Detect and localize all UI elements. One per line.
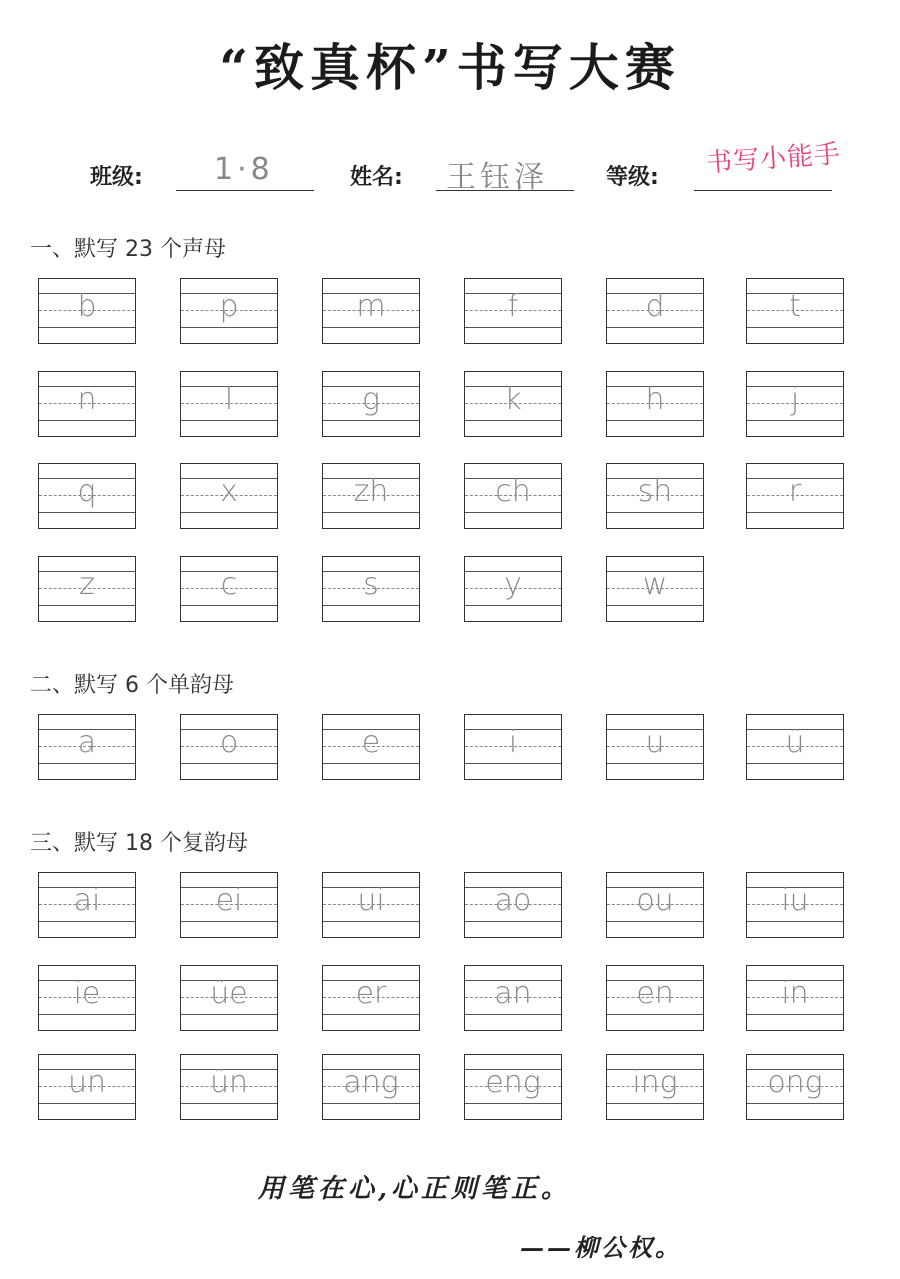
pinyin-letter: ün <box>209 1065 249 1100</box>
pinyin-letter: b <box>77 289 97 324</box>
writing-box <box>746 278 844 344</box>
pinyin-letter: t <box>789 289 801 324</box>
writing-box <box>38 463 136 529</box>
writing-box <box>464 371 562 437</box>
guide-line <box>181 327 277 328</box>
pinyin-letter: eng <box>485 1065 541 1100</box>
pinyin-letter: r <box>788 474 802 509</box>
guide-line <box>747 512 843 513</box>
pinyin-letter: er <box>355 976 387 1011</box>
guide-line <box>607 763 703 764</box>
guide-line <box>39 1103 135 1104</box>
guide-line <box>747 1014 843 1015</box>
guide-line <box>747 763 843 764</box>
writing-box <box>606 463 704 529</box>
name-label: 姓名: <box>350 165 403 190</box>
pinyin-letter: o <box>219 725 239 760</box>
pinyin-letter: ao <box>494 883 532 918</box>
pinyin-letter: f <box>507 289 519 324</box>
pinyin-letter: c <box>220 567 238 602</box>
class-label: 班级: <box>90 165 143 190</box>
writing-box <box>746 371 844 437</box>
writing-box <box>464 872 562 938</box>
writing-box <box>322 1054 420 1120</box>
writing-box <box>38 556 136 622</box>
guide-line <box>465 1103 561 1104</box>
guide-line <box>323 1014 419 1015</box>
writing-box <box>464 556 562 622</box>
section-3-heading: 三、默写 18 个复韵母 <box>30 831 248 856</box>
writing-box <box>38 371 136 437</box>
writing-box <box>746 463 844 529</box>
writing-box <box>746 872 844 938</box>
pinyin-letter: k <box>504 382 522 417</box>
writing-box <box>180 371 278 437</box>
pinyin-letter: d <box>645 289 665 324</box>
guide-line <box>39 921 135 922</box>
pinyin-letter: ong <box>767 1065 823 1100</box>
pinyin-letter: s <box>363 567 379 602</box>
pinyin-letter: x <box>220 474 238 509</box>
guide-line <box>323 327 419 328</box>
writing-box <box>746 965 844 1031</box>
guide-line <box>39 763 135 764</box>
pinyin-letter: m <box>356 289 386 324</box>
pinyin-letter: ie <box>73 976 101 1011</box>
writing-box <box>38 714 136 780</box>
writing-box <box>746 1054 844 1120</box>
guide-line <box>607 921 703 922</box>
pinyin-letter: u <box>645 725 665 760</box>
pinyin-letter: i <box>508 725 518 760</box>
writing-box <box>180 278 278 344</box>
guide-line <box>181 605 277 606</box>
pinyin-letter: q <box>77 474 97 509</box>
grade-line <box>694 190 832 191</box>
guide-line <box>39 420 135 421</box>
pinyin-letter: w <box>642 567 668 602</box>
pinyin-letter: en <box>636 976 674 1011</box>
guide-line <box>465 605 561 606</box>
writing-box <box>606 714 704 780</box>
writing-box <box>322 556 420 622</box>
pinyin-letter: ui <box>357 883 385 918</box>
writing-box <box>464 278 562 344</box>
pinyin-letter: e <box>361 725 381 760</box>
guide-line <box>465 763 561 764</box>
guide-line <box>323 763 419 764</box>
name-value: 王钰泽 <box>446 160 548 195</box>
guide-line <box>323 512 419 513</box>
guide-line <box>181 420 277 421</box>
pinyin-letter: l <box>224 382 234 417</box>
writing-box <box>322 278 420 344</box>
guide-line <box>607 605 703 606</box>
writing-box <box>606 965 704 1031</box>
guide-line <box>181 512 277 513</box>
writing-box <box>322 463 420 529</box>
writing-box <box>38 1054 136 1120</box>
section-1-heading: 一、默写 23 个声母 <box>30 237 226 262</box>
writing-box <box>180 714 278 780</box>
guide-line <box>465 420 561 421</box>
guide-line <box>607 1103 703 1104</box>
pinyin-letter: üe <box>210 976 248 1011</box>
pinyin-letter: h <box>645 382 665 417</box>
writing-box <box>606 556 704 622</box>
guide-line <box>181 1014 277 1015</box>
section-2-heading: 二、默写 6 个单韵母 <box>30 673 234 698</box>
guide-line <box>323 921 419 922</box>
pinyin-letter: p <box>219 289 239 324</box>
writing-box <box>746 714 844 780</box>
writing-box <box>606 1054 704 1120</box>
pinyin-letter: a <box>77 725 97 760</box>
pinyin-letter: j <box>790 382 800 417</box>
writing-box <box>464 1054 562 1120</box>
pinyin-letter: ou <box>636 883 674 918</box>
pinyin-letter: ai <box>73 883 101 918</box>
pinyin-letter: ang <box>343 1065 399 1100</box>
contest-title: “致真杯”书写大赛 <box>219 38 681 97</box>
guide-line <box>747 921 843 922</box>
writing-box <box>322 371 420 437</box>
quote-author: ——柳公权。 <box>520 1233 682 1262</box>
writing-box <box>180 872 278 938</box>
guide-line <box>747 1103 843 1104</box>
guide-line <box>181 1103 277 1104</box>
guide-line <box>181 763 277 764</box>
writing-box <box>180 463 278 529</box>
writing-box <box>322 714 420 780</box>
guide-line <box>323 605 419 606</box>
guide-line <box>465 1014 561 1015</box>
guide-line <box>607 1014 703 1015</box>
pinyin-letter: ing <box>632 1065 678 1100</box>
writing-box <box>606 278 704 344</box>
writing-box <box>322 872 420 938</box>
class-line <box>176 190 314 191</box>
writing-box <box>180 1054 278 1120</box>
writing-box <box>606 872 704 938</box>
writing-box <box>464 965 562 1031</box>
pinyin-letter: ü <box>785 725 805 760</box>
writing-box <box>38 965 136 1031</box>
pinyin-letter: g <box>361 382 380 417</box>
pinyin-letter: sh <box>637 474 673 509</box>
quote: 用笔在心,心正则笔正。 <box>258 1174 572 1204</box>
guide-line <box>465 921 561 922</box>
pinyin-letter: z <box>79 567 95 602</box>
writing-box <box>180 556 278 622</box>
guide-line <box>323 420 419 421</box>
pinyin-letter: an <box>494 976 532 1011</box>
guide-line <box>607 512 703 513</box>
guide-line <box>39 1014 135 1015</box>
pinyin-letter: zh <box>353 474 389 509</box>
pinyin-letter: in <box>781 976 809 1011</box>
guide-line <box>747 327 843 328</box>
guide-line <box>465 327 561 328</box>
guide-line <box>39 512 135 513</box>
guide-line <box>607 420 703 421</box>
guide-line <box>607 327 703 328</box>
writing-box <box>322 965 420 1031</box>
pinyin-letter: y <box>504 567 522 602</box>
writing-box <box>38 278 136 344</box>
guide-line <box>39 605 135 606</box>
writing-box <box>464 714 562 780</box>
grade-label: 等级: <box>606 165 659 190</box>
pinyin-letter: un <box>67 1065 107 1100</box>
pinyin-letter: ei <box>215 883 243 918</box>
pinyin-letter: iu <box>781 883 809 918</box>
writing-box <box>180 965 278 1031</box>
writing-box <box>606 371 704 437</box>
grade-value: 书写小能手 <box>705 139 843 179</box>
guide-line <box>181 921 277 922</box>
guide-line <box>323 1103 419 1104</box>
writing-box <box>38 872 136 938</box>
pinyin-letter: n <box>77 382 97 417</box>
guide-line <box>465 512 561 513</box>
guide-line <box>747 420 843 421</box>
pinyin-letter: ch <box>495 474 531 509</box>
writing-box <box>464 463 562 529</box>
guide-line <box>39 327 135 328</box>
class-value: 1·8 <box>214 152 274 187</box>
